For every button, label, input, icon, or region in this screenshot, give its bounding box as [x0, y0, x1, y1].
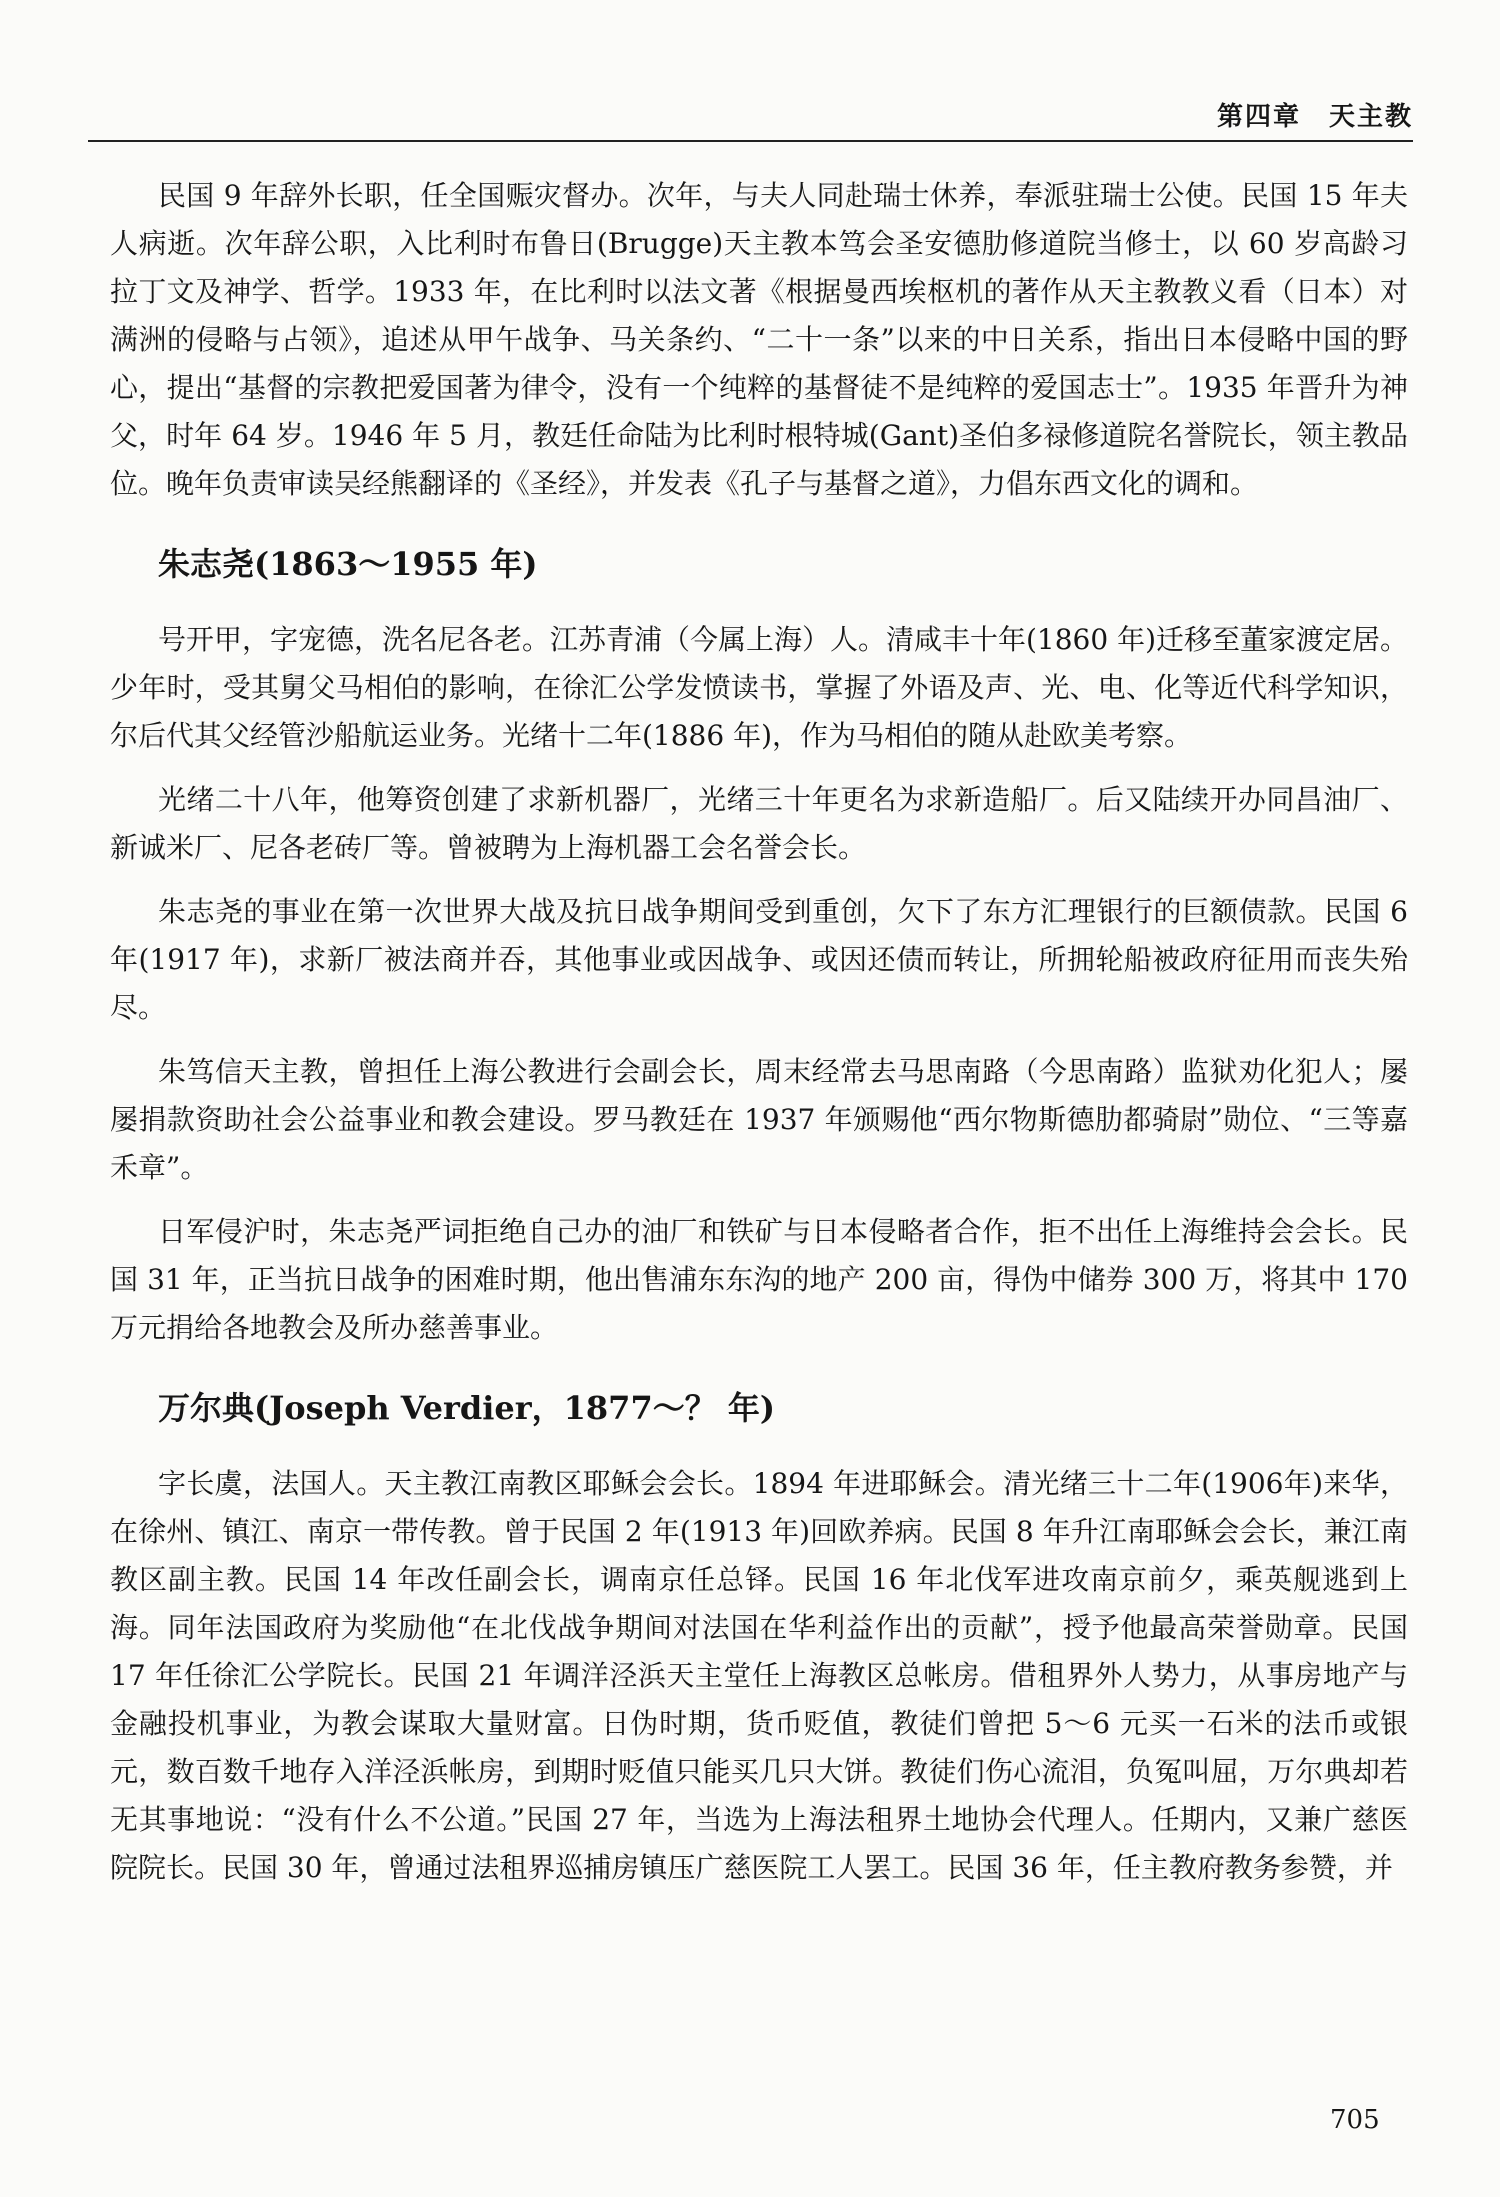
page-body	[110, 172, 1408, 1908]
paragraph: 光绪二十八年，他筹资创建了求新机器厂，光绪三十年更名为求新造船厂。后又陆续开办同昌油厂、新诚米厂、尼各老砖厂等。曾被聘为上海机器工会名誉会长。	[110, 783, 1408, 864]
header-rule	[88, 140, 1413, 142]
running-header: 第四章 天主教	[1216, 102, 1413, 132]
intro-paragraph: 民国 9 年辞外长职，任全国赈灾督办。次年，与夫人同赴瑞士休养，奉派驻瑞士公使。民国 15 年夫人病逝。次年辞公职，入比利时布鲁日(Brugge)天主教本笃会圣安德肋修道院当修士，以 60 岁高龄习拉丁文及神学、哲学。1933 年，在比利时以法文著《根据曼西埃枢机的著作从天主教教义看（日本）对满洲的侵略与占领》，追述从甲午战争、马关条约、“二十一条”以来的中日关系，指出日本侵略中国的野心，提出“基督的宗教把爱国著为律令，没有一个纯粹的基督徒不是纯粹的爱国志士”。1935 年晋升为神父，时年 64 岁。1946 年 5 月，教廷任命陆为比利时根特城(Gant)圣伯多禄修道院名誉院长，领主教品位。晚年负责审读吴经熊翻译的《圣经》，并发表《孔子与基督之道》，力倡东西文化的调和。	[110, 179, 1408, 500]
paragraph: 朱笃信天主教，曾担任上海公教进行会副会长，周末经常去马思南路（今思南路）监狱劝化犯人；屡屡捐款资助社会公益事业和教会建设。罗马教廷在 1937 年颁赐他“西尔物斯德肋都骑尉”勋位、“三等嘉禾章”。	[110, 1055, 1408, 1184]
section-heading-verdier: 万尔典(Joseph Verdier，1877～？ 年)	[158, 1389, 775, 1427]
paragraph: 字长虞，法国人。天主教江南教区耶稣会会长。1894 年进耶稣会。清光绪三十二年(1906年)来华，在徐州、镇江、南京一带传教。曾于民国 2 年(1913 年)回欧养病。民国 8 年升江南耶稣会会长，兼江南教区副主教。民国 14 年改任副会长，调南京任总铎。民国 16 年北伐军进攻南京前夕，乘英舰逃到上海。同年法国政府为奖励他“在北伐战争期间对法国在华利益作出的贡献”，授予他最高荣誉勋章。民国 17 年任徐汇公学院长。民国 21 年调洋泾浜天主堂任上海教区总帐房。借租界外人势力，从事房地产与金融投机事业，为教会谋取大量财富。日伪时期，货币贬值，教徒们曾把 5～6 元买一石米的法币或银元，数百数千地存入洋泾浜帐房，到期时贬值只能买几只大饼。教徒们伤心流泪，负冤叫屈，万尔典却若无其事地说：“没有什么不公道。”民国 27 年，当选为上海法租界土地协会代理人。任期内，又兼广慈医院院长。民国 30 年，曾通过法租界巡捕房镇压广慈医院工人罢工。民国 36 年，任主教府教务参赞，并	[110, 1467, 1408, 1884]
section-heading-zhu-zhiyao: 朱志尧(1863～1955 年)	[158, 545, 538, 583]
paragraph: 号开甲，字宠德，洗名尼各老。江苏青浦（今属上海）人。清咸丰十年(1860 年)迁移至董家渡定居。少年时，受其舅父马相伯的影响，在徐汇公学发愤读书，掌握了外语及声、光、电、化等近代科学知识，尔后代其父经管沙船航运业务。光绪十二年(1886 年)，作为马相伯的随从赴欧美考察。	[110, 623, 1409, 752]
page-number: 705	[1330, 2105, 1380, 2135]
paragraph: 朱志尧的事业在第一次世界大战及抗日战争期间受到重创，欠下了东方汇理银行的巨额债款。民国 6 年(1917 年)，求新厂被法商并吞，其他事业或因战争、或因还债而转让，所拥轮船被政府征用而丧失殆尽。	[110, 895, 1408, 1024]
paragraph: 日军侵沪时，朱志尧严词拒绝自己办的油厂和铁矿与日本侵略者合作，拒不出任上海维持会会长。民国 31 年，正当抗日战争的困难时期，他出售浦东东沟的地产 200 亩，得伪中储券 300 万，将其中 170 万元捐给各地教会及所办慈善事业。	[110, 1215, 1408, 1344]
